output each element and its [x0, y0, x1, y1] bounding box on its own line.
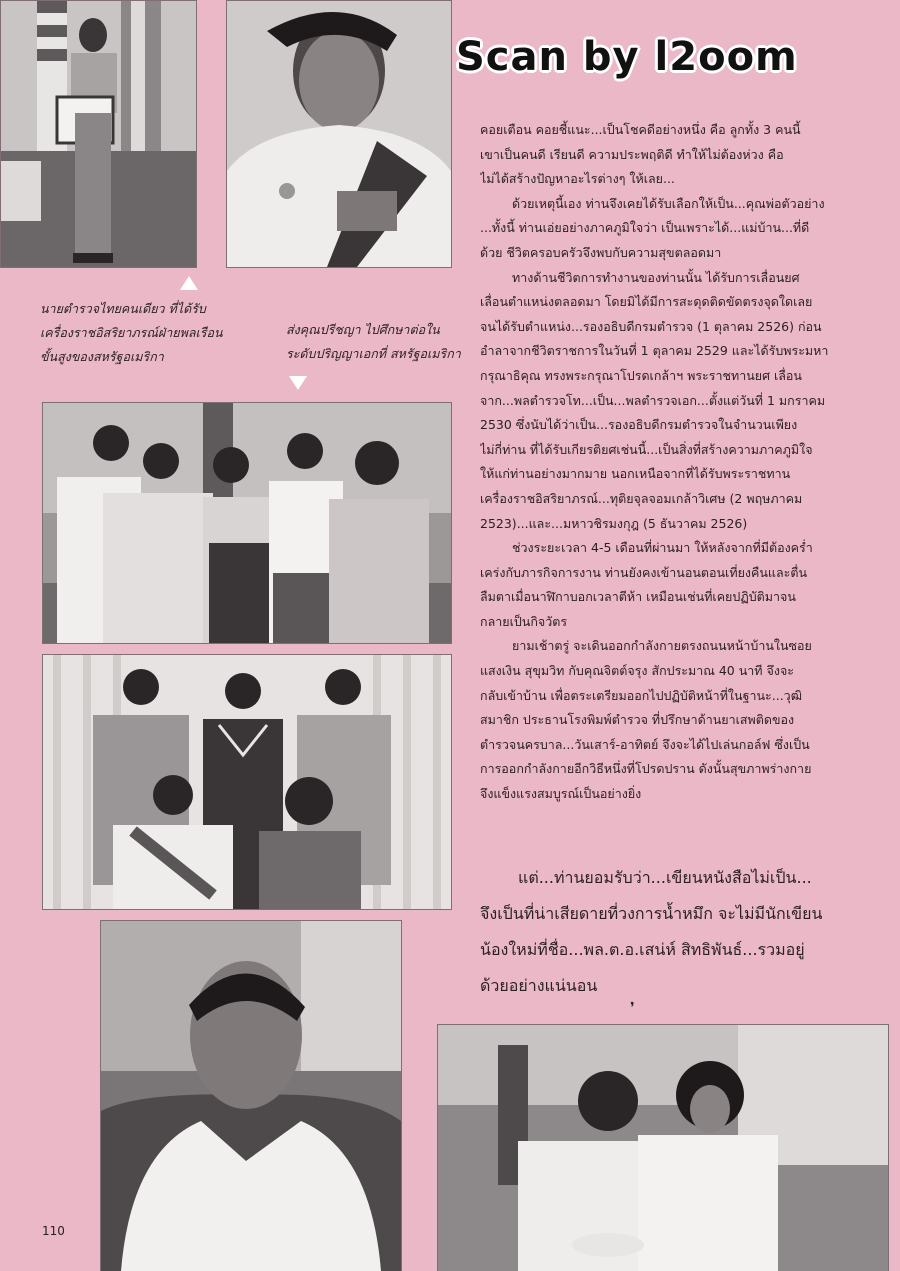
article-line: ไม่ได้สร้างปัญหาอะไรต่างๆ ให้เลย...	[480, 171, 675, 187]
article-line: ไม่กี่ท่าน ที่ได้รับเกียรติยศเช่นนี้...เป็นสิ่งที่สร้างความภาคภูมิใจ	[480, 441, 813, 457]
photo-award-ceremony	[0, 0, 197, 268]
article-line: คอยเตือน คอยชี้แนะ...เป็นโชคดีอย่างหนึ่ง คือ ลูกทั้ง 3 คนนี้	[480, 122, 801, 137]
article-line: แสงเงิน สุขุมวิท กับคุณจิตต์จรุง สักประมาณ 40 นาที จึงจะ	[480, 663, 794, 679]
photo-portrait-casual	[100, 920, 402, 1271]
article-line: ด้วยเหตุนี้เอง ท่านจึงเคยได้รับเลือกให้เป็น...คุณพ่อตัวอย่าง	[512, 195, 825, 211]
article-line: กลายเป็นกิจวัตร	[480, 613, 568, 629]
quote-line: แต่...ท่านยอมรับว่า...เขียนหนังสือไม่เป็น...	[518, 868, 812, 887]
caption-arrow-down-icon	[289, 376, 307, 390]
article-body	[480, 118, 836, 807]
article-line: ลืมตาเมื่อนาฬิกาบอกเวลาตีห้า เหมือนเช่นที่เคยปฏิบัติมาจน	[480, 589, 796, 605]
photo-group-five	[42, 402, 452, 644]
caption-line: เครื่องราชอิสริยาภรณ์ฝ่ายพลเรือน	[40, 325, 223, 340]
caption-line: ขั้นสูงของสหรัฐอเมริกา	[40, 349, 164, 364]
article-line: เลื่อนตำแหน่งตลอดมา โดยมิได้มีการสะดุดติดขัดตรงจุดใดเลย	[480, 294, 813, 310]
quote-line: จึงเป็นที่น่าเสียดายที่วงการน้ำหมึก จะไม่มีนักเขียน	[480, 904, 823, 923]
photo-couple-dining	[437, 1024, 889, 1271]
caption-line: ส่งคุณปรีชญา ไปศึกษาต่อใน	[286, 322, 440, 337]
article-line: ด้วย ชีวิตครอบครัวจึงพบกับความสุขตลอดมา	[480, 244, 722, 260]
article-line: อำลาจากชีวิตราชการในวันที่ 1 ตุลาคม 2529 และได้รับพระมหา	[480, 343, 829, 359]
article-line: 2530 ซึ่งนับได้ว่าเป็น...รองอธิบดีกรมตำรวจในจำนวนเพียง	[480, 417, 798, 433]
scan-watermark: Scan by l2oom	[456, 34, 798, 80]
caption-line: นายตำรวจไทยคนเดียว ที่ได้รับ	[40, 301, 206, 316]
caption-arrow-up-icon	[180, 276, 198, 290]
article-line: สมาชิก ประธานโรงพิมพ์ตำรวจ ที่ปรึกษาด้านยาเสพติดของ	[480, 712, 795, 728]
article-line: ทางด้านชีวิตการทำงานของท่านนั้น ได้รับการเลื่อนยศ	[512, 269, 800, 285]
end-mark: ❜	[630, 1000, 635, 1016]
article-line: กรุณาธิคุณ ทรงพระกรุณาโปรดเกล้าฯ พระราชทานยศ เลื่อน	[480, 367, 802, 383]
caption-studies	[286, 318, 461, 366]
photo-portrait-uniform	[226, 0, 452, 268]
article-line: เครื่องราชอิสริยาภรณ์...ทุติยจุลจอมเกล้าวิเศษ (2 พฤษภาคม	[480, 490, 803, 506]
article-line: ตำรวจนครบาล...วันเสาร์-อาทิตย์ จึงจะได้ไปเล่นกอล์ฟ ซึ่งเป็น	[480, 736, 810, 752]
article-line: เขาเป็นคนดี เรียนดี ความประพฤติดี ทำให้ไม่ต้องห่วง คือ	[480, 146, 784, 162]
article-line: เคร่งกับภารกิจการงาน ท่านยังคงเข้านอนตอนเที่ยงคืนและตื่น	[480, 564, 808, 580]
article-line: จึงแข็งแรงสมบูรณ์เป็นอย่างยิ่ง	[480, 786, 642, 802]
caption-line: ระดับปริญญาเอกที่ สหรัฐอเมริกา	[286, 346, 461, 361]
article-line: จนได้รับตำแหน่ง...รองอธิบดีกรมตำรวจ (1 ตุลาคม 2526) ก่อน	[480, 318, 822, 334]
pull-quote	[480, 860, 850, 1004]
article-line: ให้แก่ท่านอย่างมากมาย นอกเหนือจากที่ได้รับพระราชทาน	[480, 466, 791, 482]
article-line: กลับเข้าบ้าน เพื่อตระเตรียมออกไปปฏิบัติหน้าที่ในฐานะ...วุฒิ	[480, 687, 802, 703]
article-line: การออกกำลังกายอีกวิธีหนึ่งที่โปรดปราน ดังนั้นสุขภาพร่างกาย	[480, 761, 812, 777]
article-line: ...ทั้งนี้ ท่านเอ่ยอย่างภาคภูมิใจว่า เป็นเพราะได้...แม่บ้าน...ที่ดี	[480, 220, 810, 236]
quote-line: ด้วยอย่างแน่นอน	[480, 976, 598, 995]
page-number: 110	[42, 1224, 65, 1238]
article-line: ยามเช้าตรู่ จะเดินออกกำลังกายตรงถนนหน้าบ้านในซอย	[512, 638, 812, 654]
photo-family-seated	[42, 654, 452, 910]
article-line: ช่วงระยะเวลา 4-5 เดือนที่ผ่านมา ให้หลังจากที่มีต้องคร่ำ	[512, 540, 813, 556]
article-line: จาก...พลตำรวจโท...เป็น...พลตำรวจเอก...ตั้งแต่วันที่ 1 มกราคม	[480, 392, 826, 408]
article-line: 2523)...และ...มหาวชิรมงกุฎ (5 ธันวาคม 2526)	[480, 515, 748, 531]
quote-line: น้องใหม่ที่ชื่อ...พล.ต.อ.เสน่ห์ สิทธิพันธ์...รวมอยู่	[480, 940, 805, 959]
caption-award	[40, 297, 223, 369]
